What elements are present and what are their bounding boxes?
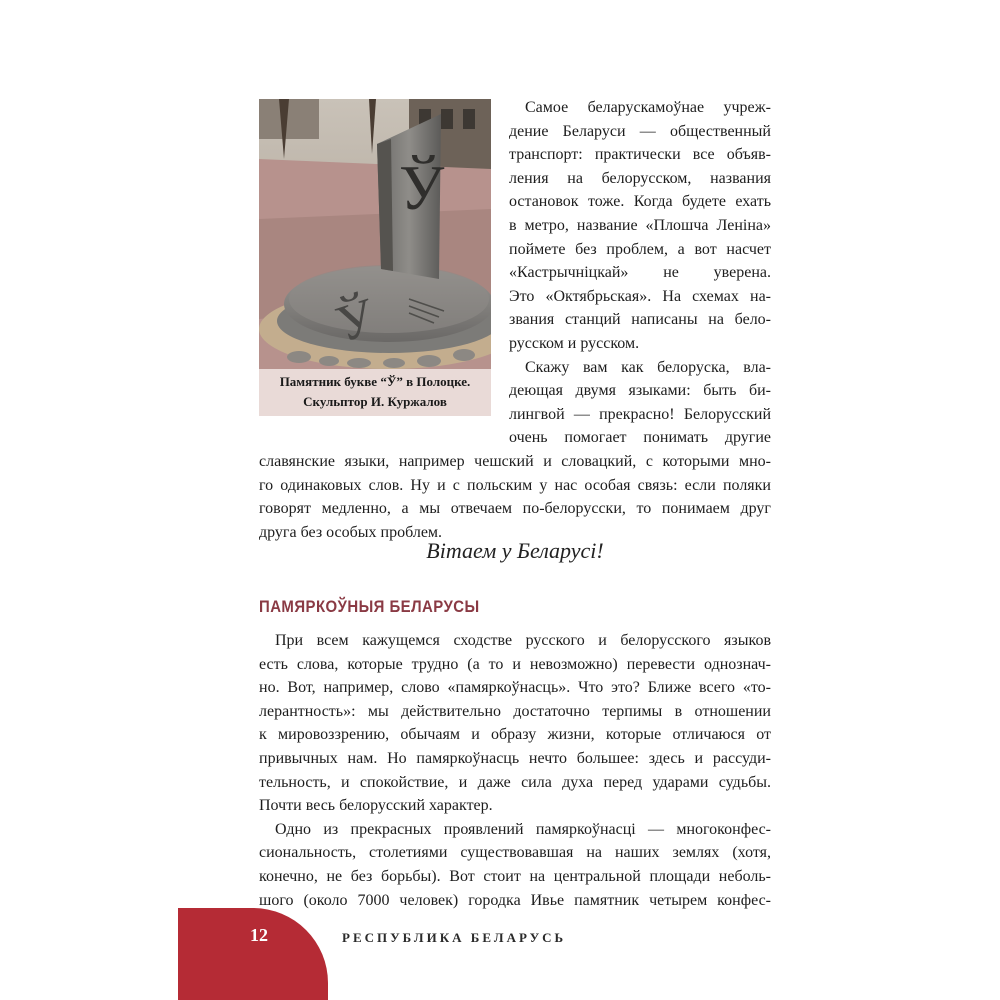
intro-paragraph-continuation	[259, 450, 771, 544]
text-line: очень помогает понимать другие	[509, 429, 771, 447]
text-line: есть слова, которые трудно (а то и невозможно) перевести однознач-	[259, 655, 771, 673]
text-line: дение Беларуси — общественный	[509, 122, 771, 140]
text-line: Скажу вам как белоруска, вла-	[525, 358, 771, 376]
figure	[259, 99, 491, 416]
text-line: Одно из прекрасных проявлений памяркоўнасці — многоконфес-	[275, 820, 771, 838]
text-line: славянские языки, например чешский и словацкий, с которыми мно-	[259, 453, 771, 470]
text-line: остановок тоже. Когда будете ехать	[509, 193, 771, 211]
text-line: лерантность»: мы действительно достаточно терпимы в отношении	[259, 702, 771, 720]
text-line: привычных нам. Но памяркоўнасць нечто большее: здесь и рассуди-	[259, 749, 771, 767]
text-line: но. Вот, например, слово «памяркоўнасць». Что это? Ближе всего «то-	[259, 679, 771, 697]
text-line: лингвой — прекрасно! Белорусский	[509, 405, 771, 423]
page-number: 12	[250, 925, 268, 945]
intro-paragraph-column	[509, 96, 771, 450]
page-number-tab	[178, 908, 328, 1000]
text-line: При всем кажущемся сходстве русского и белорусского языков	[275, 632, 771, 649]
text-line: говорят медленно, а мы отвечаем по-белорусски, то понимаем друг	[259, 500, 771, 518]
section-body	[259, 629, 771, 912]
text-line: звания станций написаны на бело-	[509, 311, 771, 329]
figure-caption	[259, 372, 491, 412]
text-line: поймете без проблем, а вот насчет	[509, 240, 771, 258]
text-line: транспорт: практически все объяв-	[509, 146, 771, 164]
text-line: тельность, и спокойствие, и даже сила духа перед ударами судьбы.	[259, 773, 771, 791]
text-line: шого (около 7000 человек) городка Ивье памятник четырем конфес-	[259, 891, 771, 909]
monument-photo	[259, 99, 491, 369]
text-line: сиональность, столетиями существовавшая на наших землях (хотя,	[259, 844, 771, 862]
greeting: Вітаем у Беларусі!	[426, 538, 604, 563]
text-line: друга без особых проблем.	[259, 523, 443, 541]
caption-line: Памятник букве “Ў” в Полоцке.	[279, 374, 471, 389]
text-line: «Кастрычніцкай» не уверена.	[509, 264, 771, 282]
text-line: Самое беларускамоўнае учреж-	[525, 99, 771, 116]
svg-text:Ў: Ў	[329, 288, 383, 354]
section-heading: ПАМЯРКОЎНЫЯ БЕЛАРУСЫ	[259, 597, 480, 616]
svg-text:Ў: Ў	[399, 152, 445, 223]
text-line: деющая двумя языками: быть би-	[509, 382, 771, 400]
text-line: ления на белорусском, названия	[509, 169, 771, 187]
text-line: к мировоззрению, обычаям и образу жизни, которые отличаюся от	[259, 726, 771, 744]
text-line: конечно, не без борьбы). Вот стоит на центральной площади неболь-	[259, 867, 771, 885]
text-line: Это «Октябрьская». На схемах на-	[509, 287, 771, 305]
running-title: РЕСПУБЛИКА БЕЛАРУСЬ	[342, 930, 567, 945]
text-line: русском и русском.	[509, 334, 640, 352]
caption-line: Скульптор И. Куржалов	[303, 394, 447, 409]
text-line: Почти весь белорусский характер.	[259, 797, 493, 815]
text-line: го одинаковых слов. Ну и с польским у нас особая связь: если поляки	[259, 476, 771, 494]
text-line: в метро, название «Плошча Леніна»	[509, 216, 771, 234]
